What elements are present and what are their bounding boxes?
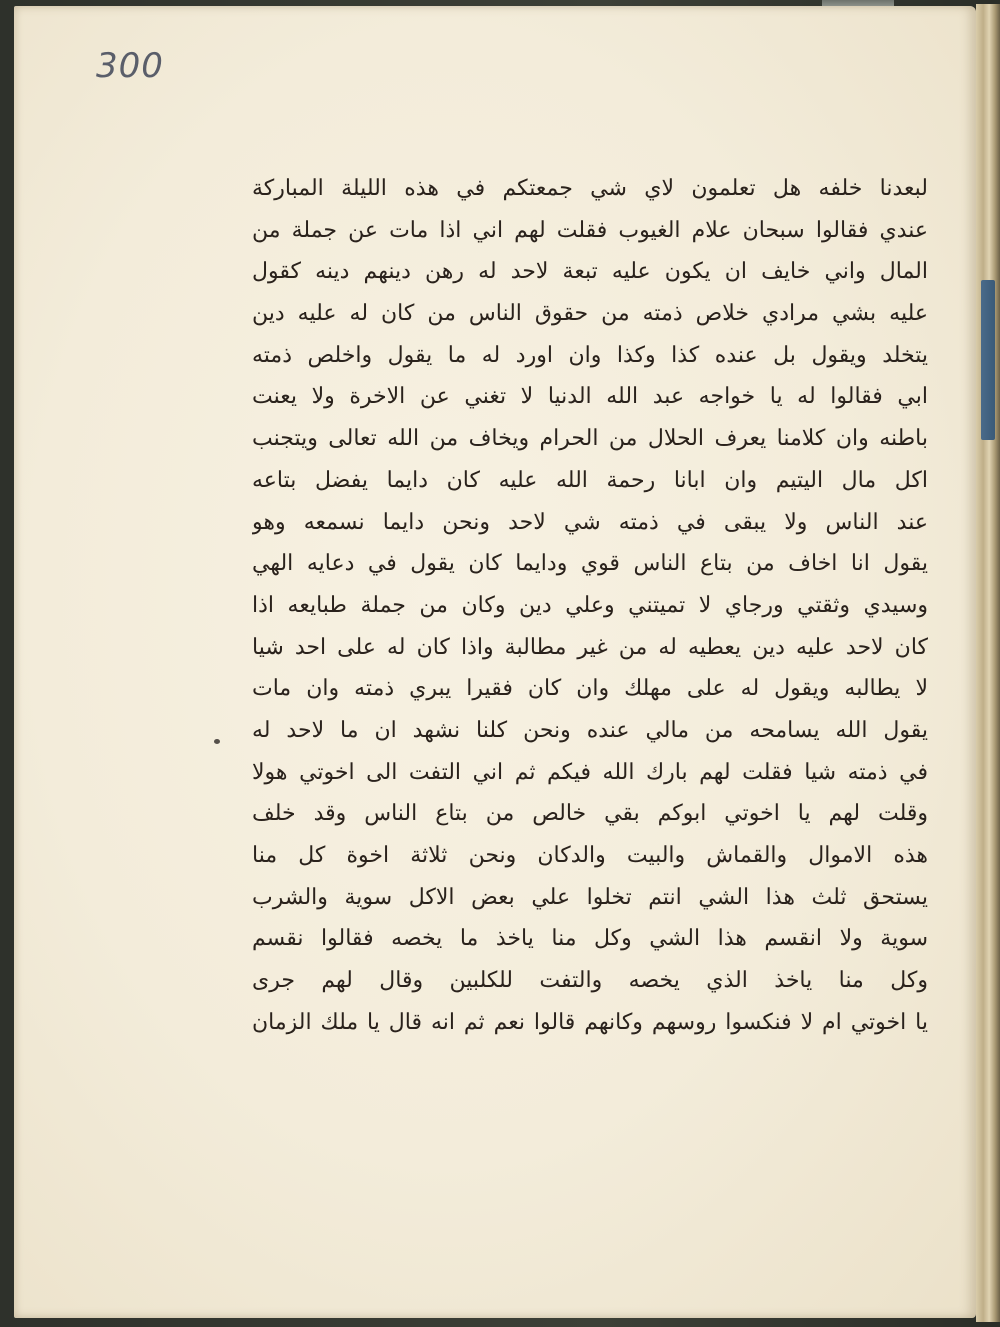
manuscript-line: وسيدي وثقتي ورجاي لا تميتني وعلي دين وكان من جملة طبايعه اذا: [252, 592, 928, 618]
manuscript-line: وكل منا ياخذ الذي يخصه والتفت للكلبين وقال لهم جرى: [252, 968, 928, 994]
manuscript-line: في ذمته شيا فقلت لهم بارك الله فيكم ثم اني التفت الى اخوتي هولا: [252, 759, 928, 785]
manuscript-line: يتخلد ويقول بل عنده كذا وكذا وان اورد له ما يقول واخلص ذمته: [252, 342, 928, 368]
manuscript-line: ابي فقالوا له يا خواجه عبد الله الدنيا لا تغني عن الاخرة ولا يعنت: [252, 384, 928, 410]
manuscript-line: المال واني خايف ان يكون عليه تبعة لاحد له رهن دينهم دينه كقول: [252, 259, 928, 285]
manuscript-line: يقول انا اخاف من بتاع الناس قوي ودايما كان يقول في دعايه الهي: [252, 551, 928, 577]
manuscript-line: لا يطالبه ويقول له على مهلك وان كان فقيرا يبري ذمته وان مات: [252, 676, 928, 702]
manuscript-line: عليه بشي مرادي خلاص ذمته من حقوق الناس من كان له عليه دين: [252, 301, 928, 327]
manuscript-text-block: [252, 168, 928, 1043]
ink-mark: [214, 739, 220, 744]
manuscript-line: يستحق ثلث هذا الشي انتم تخلوا علي بعض الاكل سوية والشرب: [252, 884, 928, 910]
page-edge-tab: [981, 280, 995, 440]
manuscript-line: سوية ولا انقسم هذا الشي وكل منا ياخذ ما يخصه فقالوا نقسم: [252, 926, 928, 952]
manuscript-page: [14, 6, 976, 1318]
manuscript-line: عندي فقالوا سبحان علام الغيوب فقلت لهم اني اذا مات عن جملة من: [252, 217, 928, 243]
manuscript-line: كان لاحد عليه دين يعطيه له من غير مطالبة واذا كان له على احد شيا: [252, 634, 928, 660]
manuscript-line: لبعدنا خلفه هل تعلمون لاي شي جمعتكم في هذه الليلة المباركة: [252, 176, 928, 201]
manuscript-line: هذه الاموال والقماش والبيت والدكان ونحن ثلاثة اخوة كل منا: [252, 843, 928, 868]
manuscript-line: اكل مال اليتيم وان ابانا رحمة الله عليه كان دايما يفضل بتاعه: [252, 467, 928, 493]
manuscript-line: يقول الله يسامحه من مالي عنده ونحن كلنا نشهد ان ما لاحد له: [252, 717, 928, 743]
page-stack-edge: [976, 4, 1000, 1322]
manuscript-line: باطنه وان كلامنا يعرف الحلال من الحرام ويخاف من الله تعالى ويتجنب: [252, 426, 928, 452]
manuscript-line: عند الناس ولا يبقى في ذمته شي لاحد ونحن دايما نسمعه وهو: [252, 509, 928, 535]
folio-number: 300: [96, 46, 164, 86]
manuscript-line: يا اخوتي ام لا فنكسوا روسهم وكانهم قالوا نعم ثم انه قال يا ملك الزمان: [252, 1009, 928, 1035]
manuscript-line: وقلت لهم يا اخوتي ابوكم بقي خالص من بتاع الناس وقد خلف: [252, 801, 928, 827]
